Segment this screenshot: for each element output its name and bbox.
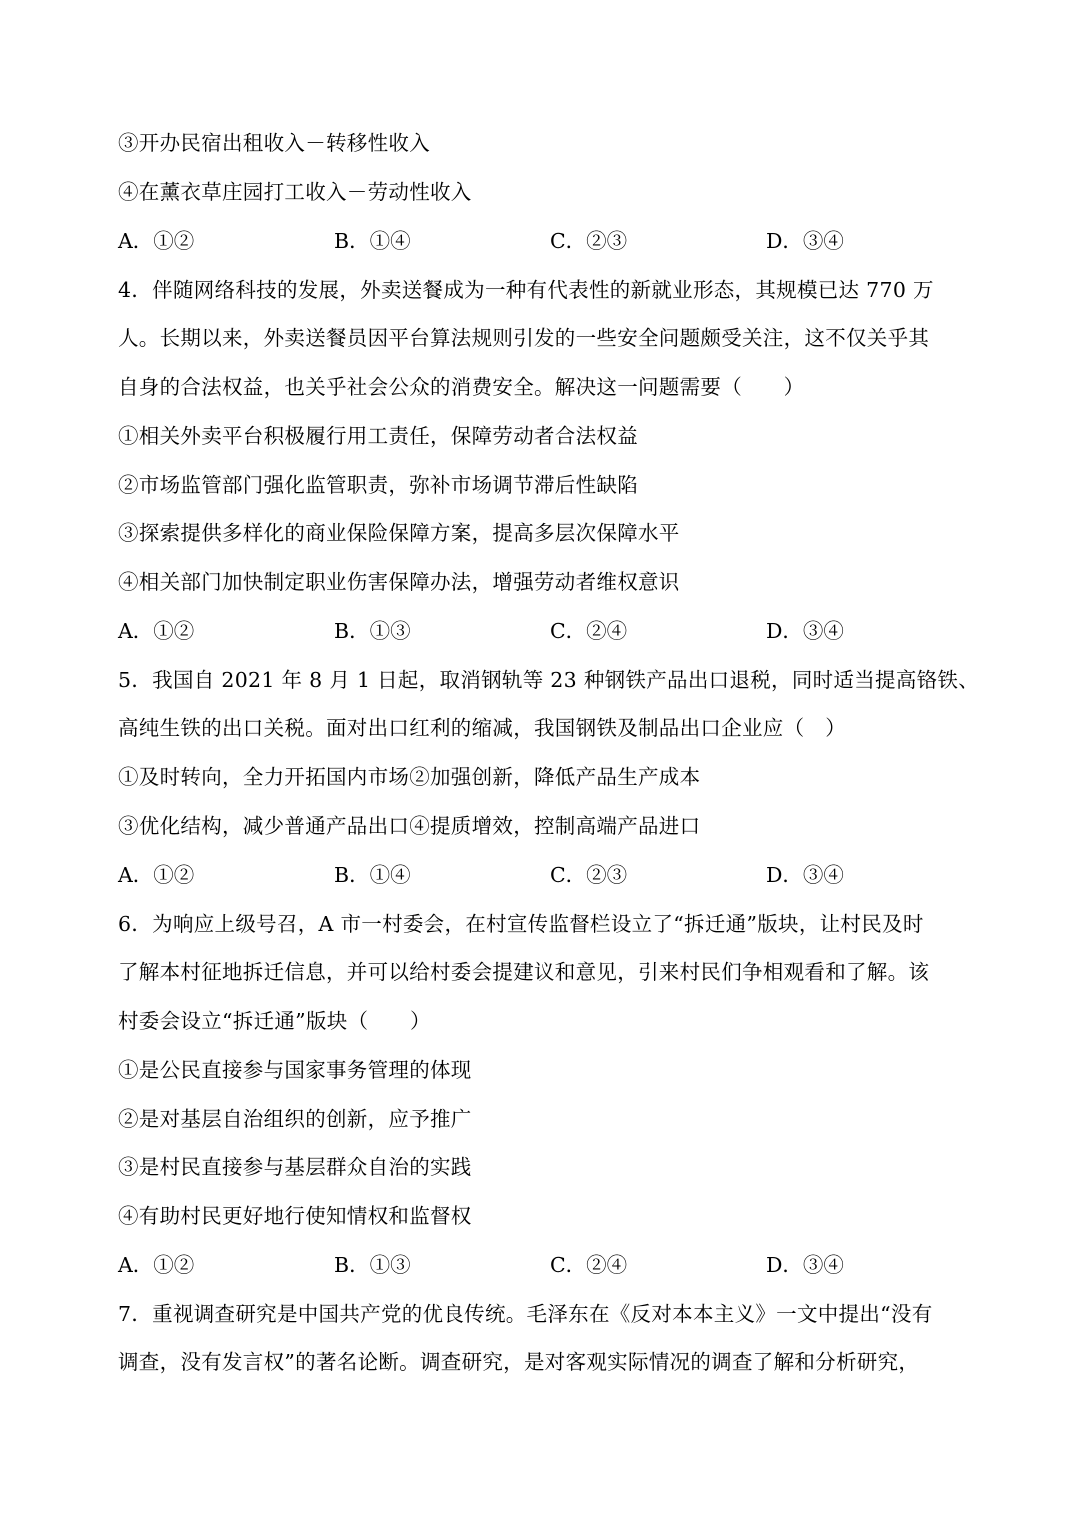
q4-stem-line-3: 自身的合法权益，也关乎社会公众的消费安全。解决这一问题需要（ ）	[118, 375, 805, 399]
q4-choice-d: D．③④	[766, 619, 844, 643]
q4-option-1: ①相关外卖平台积极履行用工责任，保障劳动者合法权益	[118, 424, 638, 448]
q6-choice-c: C．②④	[550, 1253, 628, 1277]
q4-choice-c: C．②④	[550, 619, 628, 643]
q4-option-2: ②市场监管部门强化监管职责，弥补市场调节滞后性缺陷	[118, 473, 638, 497]
q3-option-4: ④在薰衣草庄园打工收入－劳动性收入	[118, 180, 472, 204]
q4-option-3: ③探索提供多样化的商业保险保障方案，提高多层次保障水平	[118, 521, 680, 545]
q4-option-4: ④相关部门加快制定职业伤害保障办法，增强劳动者维权意识	[118, 570, 680, 594]
q3-choices	[118, 226, 978, 256]
q4-choice-b: B．①③	[334, 619, 411, 643]
q6-option-4: ④有助村民更好地行使知情权和监督权	[118, 1204, 472, 1228]
q5-stem-line-2: 高纯生铁的出口关税。面对出口红利的缩减，我国钢铁及制品出口企业应（ ）	[118, 716, 846, 740]
q6-choice-b: B．①③	[334, 1253, 411, 1277]
q7-stem-line-2: 调查，没有发言权”的著名论断。调查研究，是对客观实际情况的调查了解和分析研究，	[118, 1350, 920, 1374]
q6-stem-line-1: 6．为响应上级号召，A 市一村委会，在村宣传监督栏设立了“拆迁通”版块，让村民及时	[118, 912, 924, 936]
q5-choice-c: C．②③	[550, 863, 628, 887]
q3-choice-c: C．②③	[550, 229, 628, 253]
q4-choice-a: A．①②	[118, 619, 195, 643]
q5-choice-d: D．③④	[766, 863, 844, 887]
q6-choice-d: D．③④	[766, 1253, 844, 1277]
q4-stem-line-1: 4．伴随网络科技的发展，外卖送餐成为一种有代表性的新就业形态，其规模已达 770 万	[118, 278, 934, 302]
q4-stem-line-2: 人。长期以来，外卖送餐员因平台算法规则引发的一些安全问题颇受关注，这不仅关乎其	[118, 326, 930, 350]
q6-stem-line-3: 村委会设立“拆迁通”版块（ ）	[118, 1009, 431, 1033]
q3-choice-d: D．③④	[766, 229, 844, 253]
q5-options-line-2: ③优化结构，减少普通产品出口④提质增效，控制高端产品进口	[118, 814, 701, 838]
q5-choices	[118, 860, 978, 890]
q3-choice-a: A．①②	[118, 229, 195, 253]
q5-choice-a: A．①②	[118, 863, 195, 887]
q6-choices	[118, 1250, 978, 1280]
q5-stem-line-1: 5．我国自 2021 年 8 月 1 日起，取消钢轨等 23 种钢铁产品出口退税，同时适当提高铬铁、	[118, 668, 980, 692]
q3-choice-b: B．①④	[334, 229, 411, 253]
q5-choice-b: B．①④	[334, 863, 411, 887]
q6-option-3: ③是村民直接参与基层群众自治的实践	[118, 1155, 472, 1179]
q7-stem-line-1: 7．重视调查研究是中国共产党的优良传统。毛泽东在《反对本本主义》一文中提出“没有	[118, 1302, 933, 1326]
q6-stem-line-2: 了解本村征地拆迁信息，并可以给村委会提建议和意见，引来村民们争相观看和了解。该	[118, 960, 930, 984]
q5-options-line-1: ①及时转向，全力开拓国内市场②加强创新，降低产品生产成本	[118, 765, 701, 789]
q6-option-1: ①是公民直接参与国家事务管理的体现	[118, 1058, 472, 1082]
q6-choice-a: A．①②	[118, 1253, 195, 1277]
q6-option-2: ②是对基层自治组织的创新，应予推广	[118, 1107, 472, 1131]
q4-choices	[118, 616, 978, 646]
q3-option-3: ③开办民宿出租收入－转移性收入	[118, 131, 430, 155]
